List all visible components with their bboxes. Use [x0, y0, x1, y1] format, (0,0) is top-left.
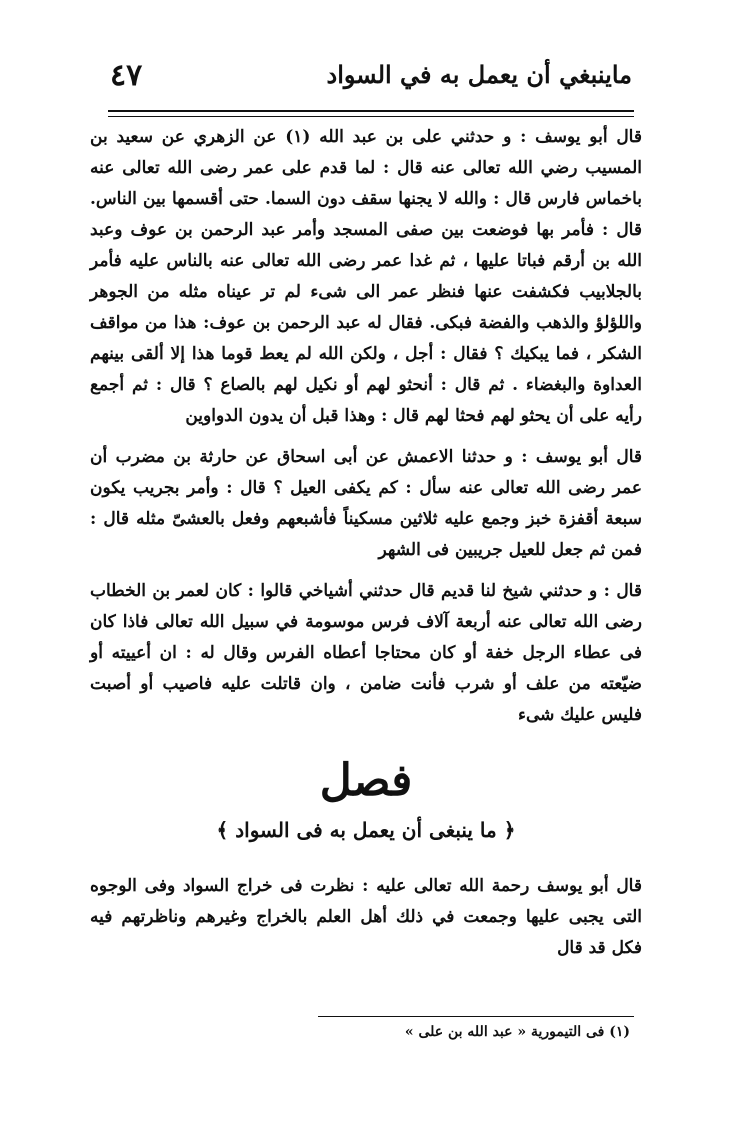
running-title: ماينبغي أن يعمل به في السواد [326, 60, 632, 89]
footnote-rule [318, 1016, 634, 1017]
header-rule-thick [108, 110, 634, 112]
footnote: (١) فى التيمورية « عبد الله بن على » [404, 1024, 630, 1040]
closing-paragraph: قال أبو يوسف رحمة الله تعالى عليه : نظرت فى خراج السواد وفى الوجوه التى يجبى عليها وجمعت في ذلك أهل العلم بالخراج وغيرهم وناظرتهم فيه فكل قد قال [90, 876, 642, 958]
paragraph-2: قال أبو يوسف : و حدثنا الاعمش عن أبى اسحاق عن حارثة بن مضرب أن عمر رضى الله تعالى عنه سأل : كم يكفى العيل ؟ قال : وأمر بجريب يكون سبعة أقفزة خبز وجمع عليه ثلاثين مسكيناً فأشبعهم وفعل بالعشىّ مثله قال : فمن ثم جعل للعيل جريبين فى الشهر [90, 447, 642, 560]
page-header [110, 58, 632, 102]
section-title: فصل [319, 755, 413, 806]
paragraph-1: قال أبو يوسف : و حدثني على بن عبد الله (١) عن الزهري عن سعيد بن المسيب رضي الله تعالى عنه قال : لما قدم على عمر رضى الله تعالى عنه باخماس فارس قال : والله لا يجنها سقف دون السما. حتى أقسمها بين الناس. قال : فأمر بها فوضعت بين صفى المسجد وأمر عبد الرحمن بن عوف وعبد الله بن أرقم فباتا عليها ، ثم غدا عمر رضى الله تعالى عنه بالناس عليه فأمر بالجلابيب فكشفت عنها فنظر عمر الى شىء لم تر عيناه مثله من الجوهر واللؤلؤ والذهب والفضة فبكى. فقال له عبد الرحمن بن عوف: هذا من مواقف الشكر ، فما يبكيك ؟ فقال : أجل ، ولكن الله لم يعط قوما هذا إلا ألقى بينهم العداوة والبغضاء . ثم قال : أنحثو لهم أو نكيل لهم بالصاع ؟ قال : ثم أجمع رأيه على أن يحثو لهم فحثا لهم قال : وهذا قبل أن يدون الدواوين [90, 127, 642, 426]
header-rule-thin [108, 116, 634, 117]
page-number: ٤٧ [110, 58, 143, 93]
section-subtitle: ﴿ ما ينبغى أن يعمل به فى السواد ﴾ [216, 818, 516, 842]
page-body [90, 122, 642, 974]
paragraph-3: قال : و حدثني شيخ لنا قديم قال حدثني أشياخي قالوا : كان لعمر بن الخطاب رضى الله تعالى عنه أربعة آلاف فرس موسومة في سبيل الله تعالى فاذا كان فى عطاء الرجل خفة أو كان محتاجا أعطاه الفرس وقال له : ان أعييته أو ضيّعته من علف أو شرب فأنت ضامن ، وان قاتلت عليه فاصيب أو أصبت فليس عليك شىء [90, 581, 642, 725]
